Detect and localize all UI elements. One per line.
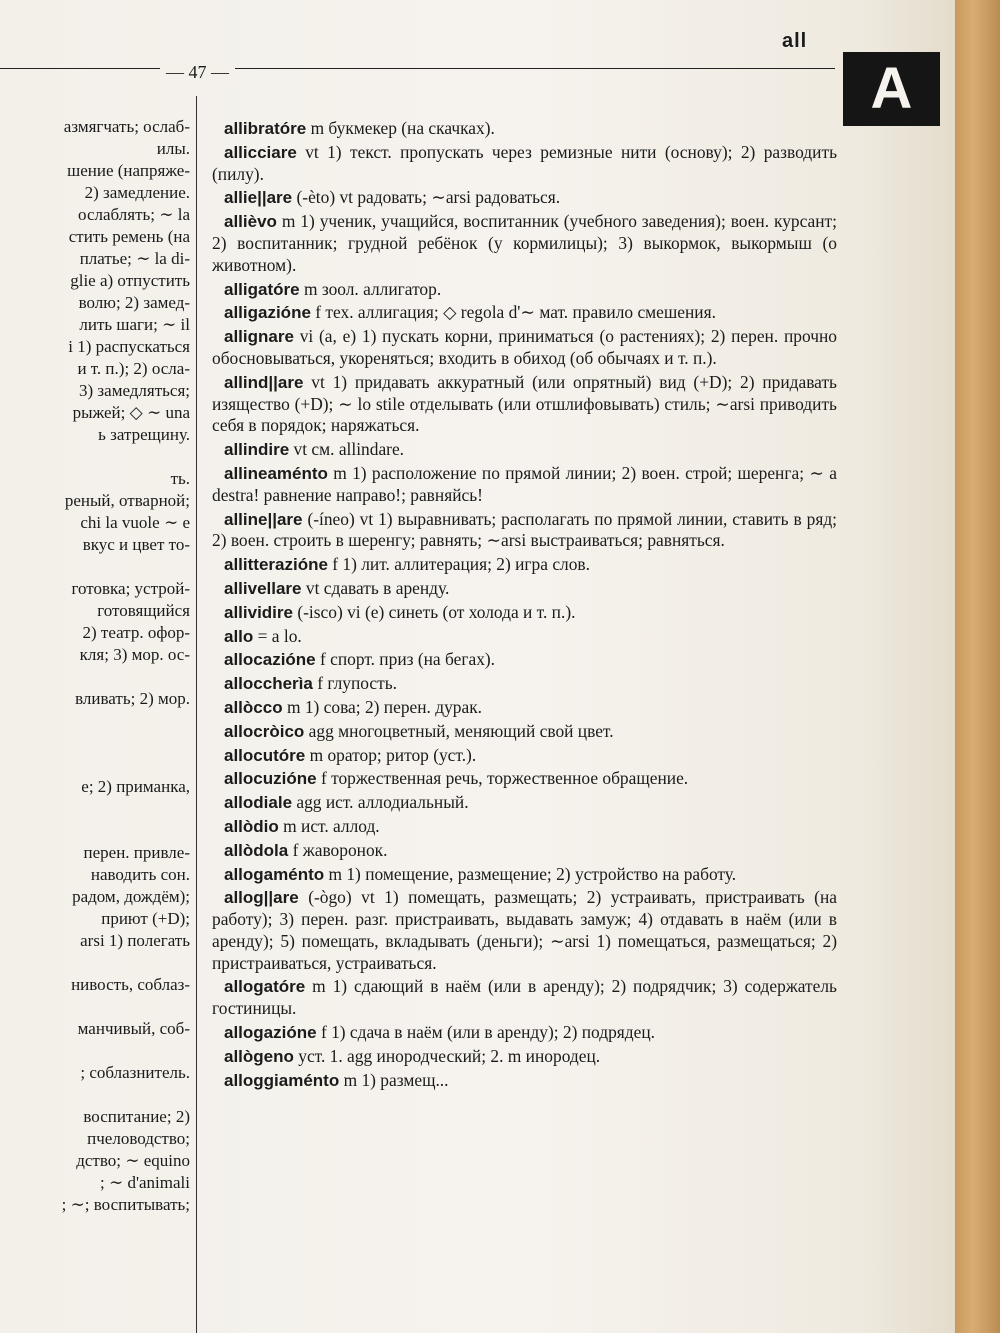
left-column-line: шение (напряже- — [67, 161, 190, 180]
entry-definition: f жаворонок. — [292, 839, 388, 860]
left-column-line: вливать; 2) мор. — [75, 689, 190, 708]
dictionary-entry — [212, 721, 837, 743]
entry-definition: vi (a, e) 1) пускать корни, приниматься (о растениях); 2) перен. прочно обосновываться, укореняться; входить в обиход (об обычаях и т. п.). — [212, 326, 837, 368]
entry-headword: alloggiaménto — [224, 1070, 340, 1090]
entry-definition: f 1) сдача в наём (или в аренду); 2) подрядец. — [320, 1022, 656, 1043]
entry-definition: vt сдавать в аренду. — [305, 577, 450, 598]
left-column-line: нивость, соблаз- — [71, 975, 190, 994]
entry-headword: allivellare — [224, 578, 302, 598]
entry-definition: m оратор; ритор (уст.). — [309, 744, 477, 765]
entry-definition: f глупость. — [317, 673, 397, 694]
left-column-line: chi la vuole ∼ e — [80, 513, 190, 532]
left-column-line — [0, 556, 190, 578]
left-column-line: 3) замедляться; — [79, 381, 190, 400]
left-column-line: стить ремень (на — [68, 227, 190, 246]
entry-definition: f спорт. приз (на бегах). — [320, 649, 496, 670]
header-rule — [0, 68, 835, 69]
dictionary-entry — [212, 554, 837, 576]
left-column-line: готовка; устрой- — [71, 579, 190, 598]
left-column-line: arsi 1) полегать — [80, 931, 190, 950]
dictionary-entry — [212, 142, 837, 186]
dictionary-entry — [212, 463, 837, 507]
left-column-line: ть. — [170, 469, 190, 488]
thumb-index-tab: A — [843, 52, 940, 126]
entry-definition: vt 1) текст. пропускать через ремизные нити (основу); 2) разводить (пилу). — [212, 141, 837, 184]
dictionary-entry — [212, 864, 837, 886]
entry-headword: allocuzióne — [224, 769, 317, 789]
left-column-line: готовящийся — [97, 601, 190, 620]
dictionary-entry — [212, 602, 837, 624]
left-column-line: кля; 3) мор. ос- — [79, 645, 190, 664]
entry-headword: alline||are — [224, 509, 303, 529]
left-column-line: пчеловодство; — [87, 1129, 190, 1148]
entry-headword: allignare — [224, 327, 294, 347]
dictionary-entry — [212, 326, 837, 370]
entry-headword: allo — [224, 626, 254, 646]
entry-definition: = a lo. — [257, 625, 302, 646]
left-column-line: 2) театр. офор- — [82, 623, 190, 642]
entry-definition: m 1) сдающий в наём (или в аренду); 2) подрядчик; 3) содержатель гостиницы. — [212, 976, 837, 1019]
left-column-line — [0, 1040, 190, 1062]
book-cover-edge — [955, 0, 1000, 1333]
dictionary-entry — [212, 816, 837, 838]
entry-headword: allògeno — [224, 1046, 294, 1066]
dictionary-entry — [212, 976, 837, 1020]
entry-headword: allòcco — [224, 697, 283, 717]
entry-headword: allièvo — [224, 212, 277, 232]
dictionary-entry — [212, 745, 837, 767]
dictionary-entry — [212, 840, 837, 862]
left-column-line: воспитание; 2) — [83, 1107, 190, 1126]
left-column-line: ; ∼ d'animali — [99, 1173, 190, 1192]
left-column-line: реный, отварной; — [64, 491, 190, 510]
entry-definition: m 1) сова; 2) перен. дурак. — [286, 696, 482, 717]
entry-headword: alloccherìa — [224, 674, 313, 694]
right-column — [212, 118, 837, 1093]
entry-definition: m 1) помещение, размещение; 2) устройство на работу. — [328, 863, 737, 884]
left-column-line: 2) замедление. — [84, 183, 190, 202]
entry-headword: allocutóre — [224, 745, 306, 765]
left-column-line — [0, 754, 190, 776]
entry-headword: allogatóre — [224, 977, 306, 997]
entry-headword: allocazióne — [224, 650, 316, 670]
left-column-line — [0, 820, 190, 842]
entry-definition: m 1) размещ... — [343, 1069, 449, 1090]
left-column-line — [0, 996, 190, 1018]
left-column-line: перен. привле- — [83, 843, 190, 862]
entry-headword: allividire — [224, 602, 293, 622]
dictionary-entry — [212, 649, 837, 671]
entry-definition: f торжественная речь, торжественное обращение. — [320, 768, 689, 789]
entry-definition: m 1) расположение по прямой линии; 2) воен. строй; шеренга; ∼ a destra! равнение направо!; равняйсь! — [212, 462, 837, 505]
entry-definition: m ист. аллод. — [283, 815, 380, 836]
entry-definition: vt см. allindare. — [293, 439, 405, 460]
dictionary-entry — [212, 187, 837, 209]
left-column — [0, 116, 190, 1216]
entry-headword: allogaménto — [224, 864, 325, 884]
entry-definition: уст. 1. agg инородческий; 2. m инородец. — [298, 1045, 601, 1066]
left-column-line: радом, дождём); — [72, 887, 190, 906]
left-column-line — [0, 666, 190, 688]
entry-headword: allòdola — [224, 840, 289, 860]
dictionary-entry — [212, 302, 837, 324]
left-column-line: ; соблазнитель. — [80, 1063, 190, 1082]
entry-headword: alligazióne — [224, 303, 311, 323]
running-head: all — [782, 30, 808, 52]
left-column-line: ослаблять; ∼ la — [78, 205, 190, 224]
left-column-line: платье; ∼ la di- — [79, 249, 190, 268]
left-column-line: glie а) отпустить — [70, 271, 190, 290]
dictionary-entry — [212, 768, 837, 790]
left-column-line: ; ∼; воспитывать; — [61, 1195, 190, 1214]
left-column-line — [0, 732, 190, 754]
dictionary-entry — [212, 1070, 837, 1092]
entry-headword: allibratóre — [224, 119, 307, 138]
entry-headword: allòdio — [224, 816, 279, 836]
entry-headword: allind||are — [224, 372, 304, 392]
dictionary-entry — [212, 673, 837, 695]
entry-definition: agg многоцветный, меняющий свой цвет. — [308, 720, 614, 741]
dictionary-entry — [212, 1046, 837, 1068]
page-number: — 47 — — [160, 62, 235, 83]
left-column-line — [0, 798, 190, 820]
dictionary-entry — [212, 439, 837, 461]
entry-headword: allie||are — [224, 188, 293, 208]
entry-definition: (-èto) vt радовать; ∼arsi радоваться. — [296, 187, 561, 208]
left-column-line: илы. — [156, 139, 190, 158]
dictionary-entry — [212, 626, 837, 648]
dictionary-entry — [212, 1022, 837, 1044]
entry-headword: alligatóre — [224, 279, 300, 299]
left-column-line: манчивый, соб- — [77, 1019, 190, 1038]
entry-headword: allogazióne — [224, 1023, 317, 1043]
entry-headword: allineaménto — [224, 463, 328, 483]
left-column-line: волю; 2) замед- — [78, 293, 190, 312]
entry-definition: m 1) ученик, учащийся, воспитанник (учебного заведения); воен. курсант; 2) воспитанник; грудной ребёнок (у кормилицы); 3) выкормок, выкормыш (о животном). — [212, 211, 837, 275]
left-column-line — [0, 952, 190, 974]
entry-definition: (-isco) vi (e) синеть (от холода и т. п.). — [297, 601, 576, 622]
entry-definition: m зоол. аллигатор. — [303, 278, 442, 299]
left-column-line: e; 2) приманка, — [81, 777, 190, 796]
dictionary-entry — [212, 279, 837, 301]
left-column-line — [0, 1084, 190, 1106]
left-column-line: дство; ∼ equino — [76, 1151, 190, 1170]
dictionary-entry — [212, 372, 837, 437]
left-column-line: рыжей; ◇ ∼ una — [72, 403, 190, 422]
left-column-line: наводить сон. — [90, 865, 190, 884]
entry-definition: f 1) лит. аллитерация; 2) игра слов. — [332, 554, 590, 575]
entry-headword: allicciare — [224, 142, 297, 162]
entry-definition: m букмекер (на скачках). — [310, 118, 495, 138]
entry-headword: allindire — [224, 440, 290, 460]
left-column-line: и т. п.); 2) осла- — [77, 359, 190, 378]
left-column-line: азмягчать; ослаб- — [63, 117, 190, 136]
dictionary-entry — [212, 118, 837, 140]
entry-headword: allocròico — [224, 721, 305, 741]
left-column-line: приют (+D); — [101, 909, 190, 928]
left-column-line — [0, 710, 190, 732]
entry-definition: (-íneo) vt 1) выравнивать; располагать по прямой линии, ставить в ряд; 2) воен. строить в шеренгу; равнять; ∼arsi выстраиваться; равняться. — [212, 508, 837, 551]
dictionary-entry — [212, 887, 837, 974]
dictionary-entry — [212, 211, 837, 276]
column-rule — [196, 96, 197, 1333]
dictionary-entry — [212, 697, 837, 719]
left-column-line: вкус и цвет то- — [82, 535, 190, 554]
left-column-line: лить шаги; ∼ il — [79, 315, 190, 334]
entry-definition: f тех. аллигация; ◇ regola d'∼ мат. правило смешения. — [315, 302, 716, 323]
left-column-line: i 1) распускаться — [68, 337, 190, 356]
entry-definition: agg ист. аллодиальный. — [296, 792, 469, 813]
entry-headword: allog||are — [224, 888, 299, 908]
entry-headword: allitterazióne — [224, 555, 328, 575]
left-column-line — [0, 446, 190, 468]
entry-definition: (-ògo) vt 1) помещать, размещать; 2) устраивать, пристраивать (на работу); 3) перен. разг. пристраивать, выдавать замуж; 4) отдавать в наём (или в аренду); 5) помещать, вкладывать (деньги); ∼arsi 1) помещаться, размещаться; 2) пристраиваться, устраиваться. — [212, 887, 837, 973]
entry-headword: allodiale — [224, 793, 293, 813]
dictionary-entry — [212, 792, 837, 814]
entry-definition: vt 1) придавать аккуратный (или опрятный) вид (+D); 2) придавать изящество (+D); ∼ lo stile отделывать (или отшлифовывать) стиль; ∼arsi приводить себя в порядок; наряжаться. — [212, 371, 837, 436]
dictionary-entry — [212, 509, 837, 553]
left-column-line: ь затрещину. — [98, 425, 190, 444]
dictionary-entry — [212, 578, 837, 600]
